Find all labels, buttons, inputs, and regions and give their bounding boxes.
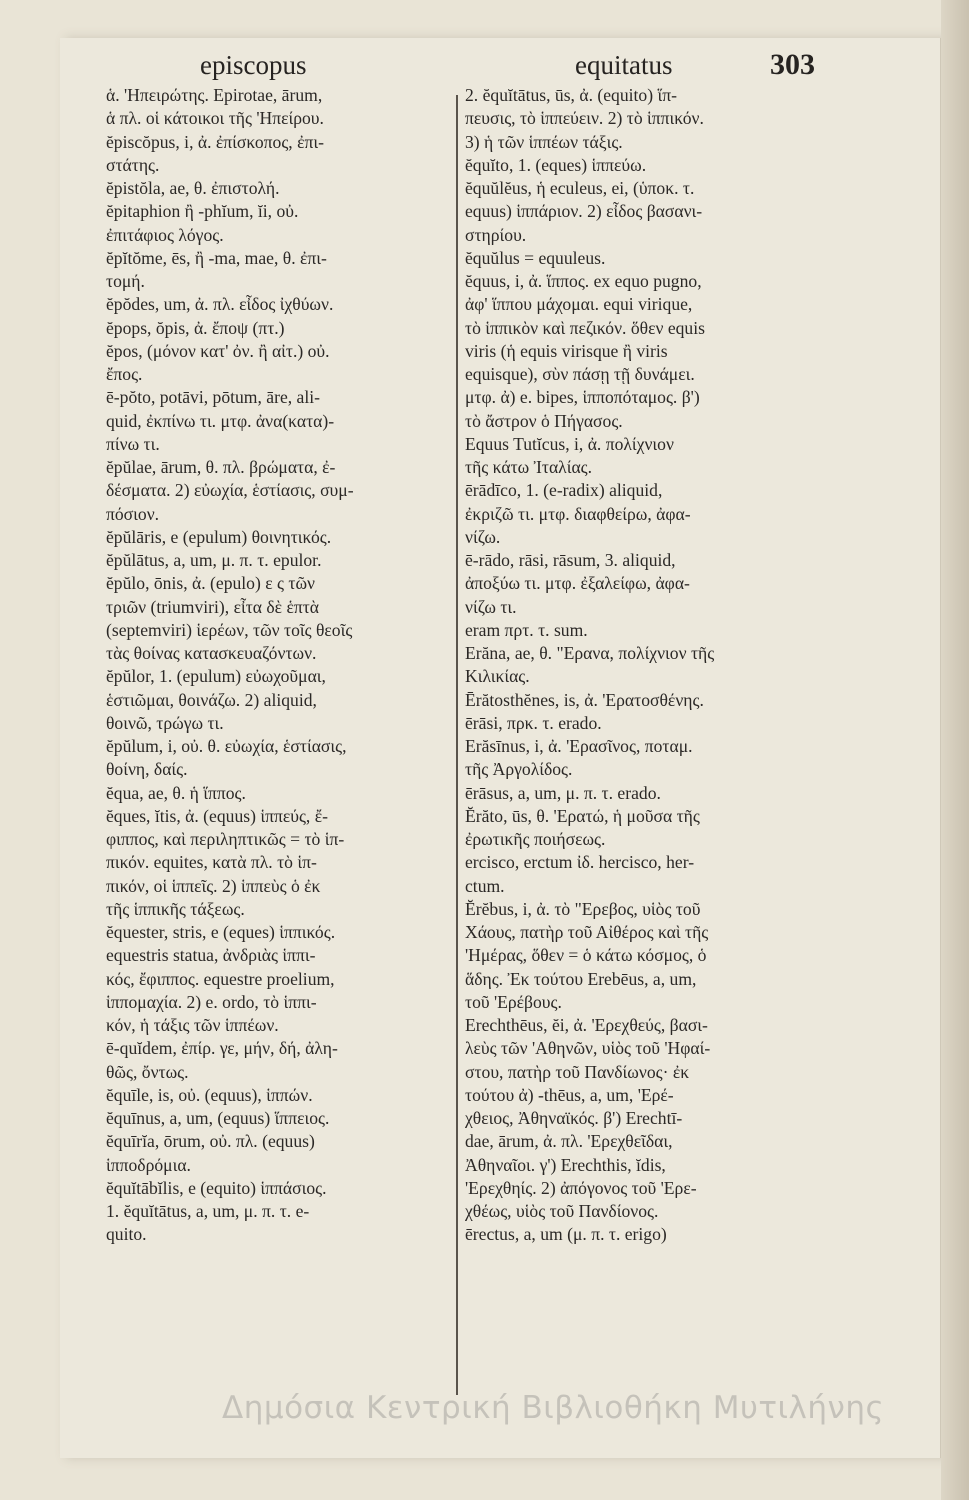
dictionary-line: ἐπιτάφιος λόγος. — [106, 224, 224, 245]
left-column — [106, 84, 452, 1247]
dictionary-line: ĕquŭlus = equuleus. — [465, 247, 606, 268]
dictionary-line: ĕpos, (μόνον κατ' ὀν. ἢ αἰτ.) οὐ. — [106, 340, 330, 361]
dictionary-line: ĕpŭlum, i, οὐ. θ. εὐωχία, ἑστίασις, — [106, 736, 347, 756]
dictionary-line: ĕquīle, is, οὐ. (equus), ἱππών. — [106, 1084, 313, 1105]
dictionary-line: ἱπποδρόμια. — [106, 1154, 191, 1175]
dictionary-line: τὸ ἄστρον ὁ Πήγασος. — [465, 410, 623, 431]
dictionary-line: Erechthēus, ĕi, ἀ. 'Ερεχθεύς, βασι- — [465, 1015, 708, 1035]
dictionary-line: πίνω τι. — [106, 433, 160, 454]
dictionary-line: κόν, ἡ τάξις τῶν ἱππέων. — [106, 1015, 279, 1035]
dictionary-line: ĕpĭtŏme, ēs, ἢ -ma, mae, θ. ἐπι- — [106, 247, 327, 268]
dictionary-line: quid, ἐκπίνω τι. μτφ. ἀνα(κατα)- — [106, 410, 335, 431]
dictionary-line: Equus Tutĭcus, i, ἀ. πολίχνιον — [465, 433, 674, 454]
column-divider — [456, 95, 458, 1395]
dictionary-line: ĕquīrĭa, ōrum, οὐ. πλ. (equus) — [106, 1131, 315, 1152]
dictionary-line: ĕpŭlor, 1. (epulum) εὐωχοῦμαι, — [106, 666, 326, 687]
dictionary-line: στάτης. — [106, 154, 160, 175]
dictionary-line: quito. — [106, 1224, 147, 1245]
library-watermark: Δημόσια Κεντρική Βιβλιοθήκη Μυτιλήνης — [222, 1390, 885, 1426]
dictionary-line: δέσματα. 2) εὐωχία, ἑστίασις, συμ- — [106, 480, 354, 501]
dictionary-line: ἁ. 'Ηπειρώτης. Epirotae, ārum, — [106, 85, 323, 105]
dictionary-line: ἁ πλ. οἱ κάτοικοι τῆς 'Ηπείρου. — [106, 108, 324, 129]
dictionary-line: ctum. — [465, 875, 505, 896]
dictionary-line: ĕpops, ŏpis, ἀ. ἔποψ (πτ.) — [106, 317, 285, 338]
dictionary-line: θοινῶ, τρώγω τι. — [106, 712, 224, 733]
dictionary-line: ĕpŭlae, ārum, θ. πλ. βρώματα, ἐ- — [106, 457, 336, 477]
dictionary-line: 1. ĕquĭtātus, a, um, μ. π. τ. e- — [106, 1201, 310, 1221]
dictionary-line: ērāsus, a, um, μ. π. τ. erado. — [465, 782, 661, 803]
dictionary-line: τῆς ἱππικῆς τάξεως. — [106, 898, 245, 919]
dictionary-line: ĕquĭtābĭlis, e (equito) ἱππάσιος. — [106, 1177, 327, 1198]
dictionary-line: ē-rādo, rāsi, rāsum, 3. aliquid, — [465, 550, 676, 570]
dictionary-line: χθέως, υἱὸς τοῦ Πανδίονος. — [465, 1201, 659, 1221]
dictionary-line: ĕpiscŏpus, i, ἀ. ἐπίσκοπος, ἐπι- — [106, 131, 324, 152]
dictionary-line: 2. ĕquĭtātus, ūs, ἀ. (equito) ἵπ- — [465, 85, 677, 105]
dictionary-line: κός, ἔφιππος. equestre proelium, — [106, 968, 335, 989]
dictionary-line: ĕquīnus, a, um, (equus) ἵππειος. — [106, 1108, 330, 1128]
dictionary-line: Ἀθηναῖοι. γ') Erechthis, ĭdis, — [465, 1154, 666, 1175]
dictionary-line: πόσιον. — [106, 503, 160, 524]
dictionary-line: ἱππομαχία. 2) e. ordo, τὸ ἱππι- — [106, 991, 317, 1012]
dictionary-line: τριῶν (triumviri), εἶτα δὲ ἑπτὰ — [106, 596, 320, 617]
dictionary-line: ἀφ' ἵππου μάχομαι. equi virique, — [465, 294, 693, 315]
dictionary-line: ĕpŭlāris, e (epulum) θοινητικός. — [106, 526, 332, 547]
dictionary-line: ἅδης. Ἐκ τούτου Erebēus, a, um, — [465, 968, 697, 989]
dictionary-line: τομή. — [106, 271, 145, 291]
dictionary-line: ercisco, erctum ἰδ. hercisco, her- — [465, 852, 695, 873]
dictionary-line: νίζω. — [465, 526, 501, 547]
dictionary-line: τοῦ 'Ερέβους. — [465, 991, 562, 1012]
dictionary-line: ἐρωτικῆς ποιήσεως. — [465, 829, 606, 849]
dictionary-line: ĕpŭlo, ōnis, ἀ. (epulo) ε ς τῶν — [106, 573, 315, 594]
dictionary-line: viris (ἡ equis virisque ἢ viris — [465, 340, 668, 361]
dictionary-line: τὰς θοίνας κατασκευαζόντων. — [106, 643, 317, 663]
dictionary-line: Erăsīnus, i, ἀ. 'Ερασῖνος, ποταμ. — [465, 736, 693, 756]
right-guide-word: equitatus — [575, 50, 673, 80]
dictionary-line: equisque), σὺν πάσῃ τῇ δυνάμει. — [465, 364, 695, 384]
right-column — [465, 84, 859, 1247]
dictionary-line: ē-quĭdem, ἐπίρ. γε, μήν, δή, ἀλη- — [106, 1038, 338, 1059]
dictionary-line: ērāsi, πρκ. τ. erado. — [465, 712, 602, 733]
dictionary-line: ērādīco, 1. (e-radix) aliquid, — [465, 480, 663, 501]
dictionary-line: ĕquŭlĕus, ἡ eculeus, ei, (ὑποκ. τ. — [465, 178, 695, 198]
left-guide-word: episcopus — [200, 50, 307, 80]
dictionary-line: equus) ἱππάριον. 2) εἶδος βασανι- — [465, 201, 703, 222]
dictionary-line: λεὺς τῶν 'Αθηνῶν, υἱὸς τοῦ 'Ηφαί- — [465, 1038, 711, 1059]
dictionary-line: τῆς Ἀργολίδος. — [465, 759, 573, 780]
dictionary-line: ĕquus, i, ἀ. ἵππος. ex equo pugno, — [465, 271, 702, 291]
dictionary-line: ē-pŏto, potāvi, pōtum, āre, ali- — [106, 387, 320, 408]
dictionary-line: στου, πατὴρ τοῦ Πανδίωνος· ἐκ — [465, 1061, 690, 1082]
dictionary-line: dae, ārum, ἀ. πλ. 'Ερεχθεῖδαι, — [465, 1131, 673, 1152]
dictionary-line: ērectus, a, um (μ. π. τ. erigo) — [465, 1224, 667, 1245]
dictionary-line: πευσις, τὸ ἱππεύειν. 2) τὸ ἱππικόν. — [465, 108, 704, 129]
dictionary-line: ĕquester, stris, e (eques) ἱππικός. — [106, 922, 336, 942]
dictionary-line: Ĕrĕbus, i, ἀ. τὸ "Ερεβος, υἱὸς τοῦ — [465, 898, 701, 919]
dictionary-line: ĕquĭto, 1. (eques) ἱππεύω. — [465, 154, 647, 175]
dictionary-line: ἐκριζῶ τι. μτφ. διαφθείρω, ἀφα- — [465, 503, 691, 524]
dictionary-line: τῆς κάτω Ἰταλίας. — [465, 457, 593, 477]
dictionary-line: πικόν. equites, κατὰ πλ. τὸ ἱπ- — [106, 852, 317, 873]
dictionary-line: eram πρτ. τ. sum. — [465, 619, 588, 640]
dictionary-line: ĕqua, ae, θ. ἡ ἵππος. — [106, 782, 246, 803]
dictionary-line: χθειος, Ἀθηναϊκός. β') Erechtī- — [465, 1108, 683, 1128]
dictionary-line: 'Ημέρας, ὅθεν = ὁ κάτω κόσμος, ὁ — [465, 945, 707, 966]
dictionary-line: μτφ. ἀ) e. bipes, ἱπποπόταμος. β') — [465, 387, 700, 408]
dictionary-line: Erăna, ae, θ. "Ερανα, πολίχνιον τῆς — [465, 643, 715, 663]
dictionary-line: ἔπος. — [106, 364, 143, 384]
dictionary-line: Ērătosthĕnes, is, ἀ. 'Ερατοσθένης. — [465, 689, 704, 710]
dictionary-line: τὸ ἱππικὸν καὶ πεζικόν. ὅθεν equis — [465, 317, 705, 338]
dictionary-line: ĕpitaphion ἢ -phĭum, ĭi, οὐ. — [106, 201, 299, 222]
dictionary-line: πικόν, οἱ ἱππεῖς. 2) ἱππεὺς ὁ ἐκ — [106, 875, 321, 896]
dictionary-line: 3) ἡ τῶν ἱππέων τάξις. — [465, 131, 623, 152]
page-number: 303 — [770, 48, 815, 81]
page-edge — [941, 0, 969, 1500]
dictionary-line: (septemviri) ἱερέων, τῶν τοῖς θεοῖς — [106, 619, 353, 640]
dictionary-line: τούτου ἀ) -thēus, a, um, 'Ερέ- — [465, 1084, 674, 1105]
dictionary-line: ĕques, ĭtis, ἀ. (equus) ἱππεύς, ἔ- — [106, 805, 328, 826]
dictionary-line: θῶς, ὄντως. — [106, 1061, 189, 1082]
dictionary-line: ĕpistŏla, ae, θ. ἐπιστολή. — [106, 178, 280, 198]
dictionary-line: ἀποξύω τι. μτφ. ἐξαλείφω, ἀφα- — [465, 573, 690, 594]
dictionary-line: ĕpŭlātus, a, um, μ. π. τ. epulor. — [106, 550, 322, 570]
dictionary-line: Κιλικίας. — [465, 666, 530, 687]
dictionary-line: 'Ερεχθηίς. 2) ἀπόγονος τοῦ 'Ερε- — [465, 1177, 697, 1198]
dictionary-line: νίζω τι. — [465, 596, 517, 617]
dictionary-line: Ĕrăto, ūs, θ. 'Ερατώ, ἡ μοῦσα τῆς — [465, 805, 700, 826]
dictionary-line: ἑστιῶμαι, θοινάζω. 2) aliquid, — [106, 689, 317, 710]
dictionary-line: Χάους, πατὴρ τοῦ Αἰθέρος καὶ τῆς — [465, 922, 709, 942]
dictionary-line: θοίνη, δαίς. — [106, 759, 188, 780]
dictionary-line: ĕpŏdes, um, ἀ. πλ. εἶδος ἰχθύων. — [106, 294, 334, 315]
dictionary-line: φιππος, καὶ περιληπτικῶς = τὸ ἱπ- — [106, 829, 345, 849]
dictionary-line: equestris statua, ἀνδριὰς ἱππι- — [106, 945, 316, 966]
dictionary-line: στηρίου. — [465, 224, 527, 245]
